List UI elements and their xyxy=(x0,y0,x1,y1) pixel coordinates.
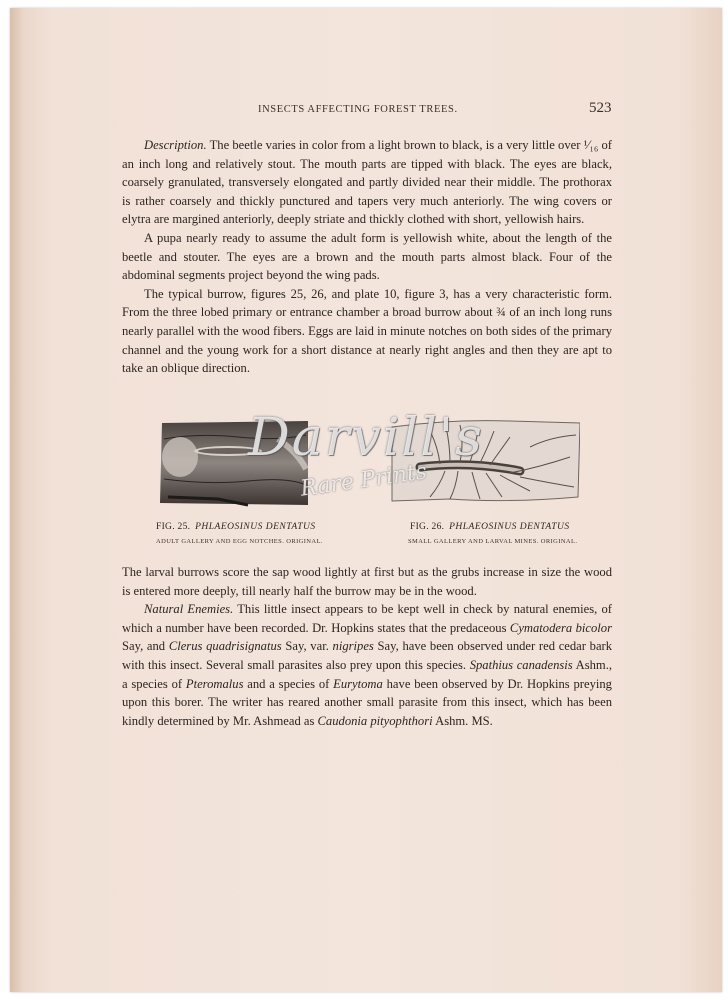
figures-row xyxy=(10,413,722,553)
text-span: Ashm. MS. xyxy=(432,713,493,728)
text-span: Ashm., a species of xyxy=(122,657,612,691)
figure-25-name: PHLAEOSINUS DENTATUS xyxy=(195,522,316,532)
figure-26-illustration xyxy=(390,417,580,505)
page-header xyxy=(10,100,722,124)
book-page xyxy=(10,8,722,992)
text-span: Say, have been observed under red cedar bark with this insect. Several small parasites also prey upon this species. xyxy=(122,639,613,672)
watermark-main-text: Darvill's xyxy=(248,408,484,468)
body-text-bottom xyxy=(122,563,612,730)
species-name: Eurytoma xyxy=(333,676,383,691)
species-name: Cymatodera bicolor xyxy=(509,620,612,635)
running-head: INSECTS AFFECTING FOREST TREES. xyxy=(258,104,458,115)
text-span: have been observed by Dr. Hopkins preying upon this borer. The writer has reared another small parasite from this insect, which has been kindly determined by Mr. Ashmead as xyxy=(122,676,612,728)
figure-26-caption xyxy=(410,522,570,532)
figure-25-caption xyxy=(156,522,316,532)
description-heading: Description. xyxy=(144,138,207,152)
text-span: Say, var. xyxy=(281,639,333,654)
figure-25-number: FIG. 25. xyxy=(156,522,191,532)
figure-26-number: FIG. 26. xyxy=(410,522,445,532)
species-name: Spathius canadensis xyxy=(469,657,573,672)
species-name: nigripes xyxy=(332,639,374,654)
paragraph-burrow: The typical burrow, figures 25, 26, and plate 10, figure 3, has a very characteristic form. From the three lobed primary or entrance chamber a broad burrow about ¾ of an inch long runs nearly parallel with the wood fibers. Eggs are laid in minute notches on both sides of the primary channel and the young work for a short distance at nearly right angles and then they are apt to take an oblique direction. xyxy=(122,286,612,376)
species-name: Pteromalus xyxy=(185,676,244,691)
paragraph-pupa: A pupa nearly ready to assume the adult form is yellowish white, about the length of the beetle and stouter. The eyes are a brown and the mouth parts almost black. Four of the abdominal segments project beyond the wing pads. xyxy=(122,230,612,283)
page-number: 523 xyxy=(589,100,612,116)
paragraph-natural-enemies xyxy=(122,600,612,730)
body-text-top xyxy=(122,136,612,378)
species-name: Clerus quadrisignatus xyxy=(168,639,282,654)
species-name: Caudonia pityophthori xyxy=(317,713,433,728)
description-text: The beetle varies in color from a light brown to black, is a very little over ¹⁄₁₆ of an inch long and relatively stout. The mouth parts are tipped with black. The eyes are black, coarsely granulated, transversely elongated and partly divided near their middle. The prothorax is rather coarsely and thickly punctured and tapers very much anteriorly. The wing covers or elytra are margined anteriorly, deeply striate and thickly clothed with short, yellowish hairs. xyxy=(122,138,612,227)
text-span: This little insect appears to be kept well in check by natural enemies, of which a number have been recorded. Dr. Hopkins states that the predaceous xyxy=(122,602,612,635)
watermark-sub-text: Rare Prints xyxy=(298,459,429,502)
paragraph-description xyxy=(122,136,612,229)
text-span: and a species of xyxy=(243,676,334,691)
text-span: Say, and xyxy=(122,639,169,654)
figure-26-subcaption: SMALL GALLERY AND LARVAL MINES. ORIGINAL. xyxy=(408,538,578,545)
figure-26-name: PHLAEOSINUS DENTATUS xyxy=(449,522,570,532)
figure-25-subcaption: ADULT GALLERY AND EGG NOTCHES. ORIGINAL. xyxy=(156,538,323,545)
natural-enemies-heading: Natural Enemies. xyxy=(144,602,234,617)
paragraph-larval: The larval burrows score the sap wood lightly at first but as the grubs increase in size the wood is entered more deeply, till nearly half the burrow may be in the wood. xyxy=(122,565,612,598)
